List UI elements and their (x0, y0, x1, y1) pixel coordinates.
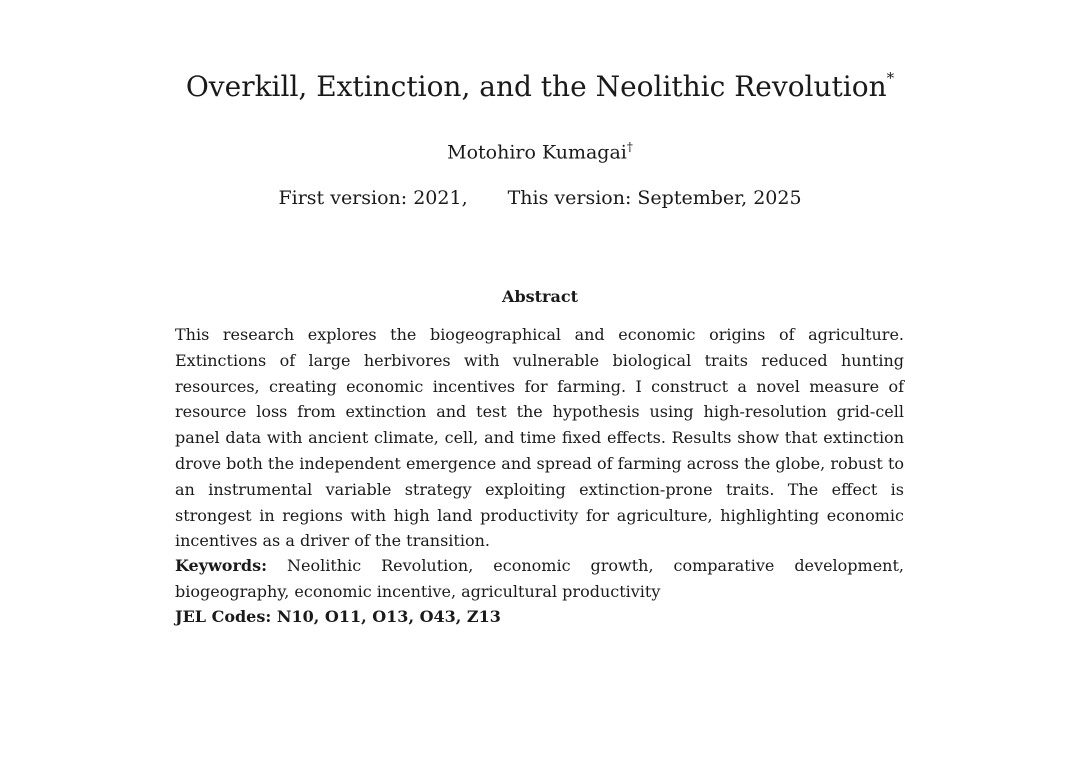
version-line (0, 187, 1080, 209)
author-footnote-mark: † (626, 140, 633, 154)
jel-codes: N10, O11, O13, O43, Z13 (276, 607, 501, 626)
keywords-block (175, 553, 904, 605)
this-version: This version: September, 2025 (507, 187, 802, 209)
abstract-heading: Abstract (502, 287, 578, 306)
abstract-text: This research explores the biogeographical and economic origins of agriculture. Extinctions of large herbivores with vulnerable biological traits reduced hunting resources, creating economic incentives for farming. I construct a novel measure of resource loss from extinction and test the hypothesis using high-resolution grid-cell panel data with ancient climate, cell, and time fixed effects. Results show that extinction drove both the independent emergence and spread of farming across the globe, robust to an instrumental variable strategy exploiting extinction-prone traits. The effect is strongest in regions with high land productivity for agriculture, highlighting economic incentives as a driver of the transition. (175, 325, 904, 551)
jel-codes-line (175, 604, 904, 630)
first-version: First version: 2021, (278, 187, 468, 209)
keywords-text: Neolithic Revolution, economic growth, comparative development, biogeography, economic incentive, agricultural productivity (175, 556, 904, 601)
keywords-label: Keywords: (175, 556, 268, 575)
title-footnote-mark: * (886, 68, 895, 87)
author-name: Motohiro Kumagai (447, 141, 627, 164)
jel-label: JEL Codes: (175, 607, 272, 626)
paper-title-text: Overkill, Extinction, and the Neolithic Revolution (185, 70, 887, 103)
paper-title (0, 70, 1080, 103)
author-line (0, 140, 1080, 163)
